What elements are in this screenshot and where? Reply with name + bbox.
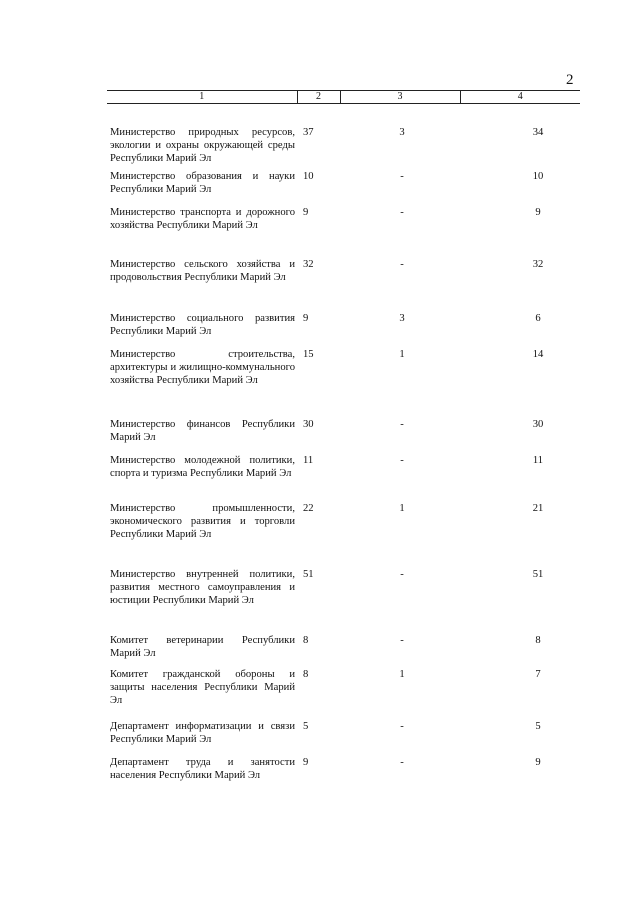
row-name-cell: Комитет ветеринарии Республики Марий Эл xyxy=(110,634,295,659)
row-col3-cell: 1 xyxy=(399,668,405,680)
row-name-cell: Министерство промышленности, экономического развития и торговли Республики Марий Эл xyxy=(110,502,295,540)
table-row xyxy=(107,634,580,668)
row-col3-cell: - xyxy=(400,756,404,768)
row-name-cell: Министерство финансов Республики Марий Эл xyxy=(110,418,295,443)
row-col4-cell: 14 xyxy=(532,348,544,360)
row-col2-cell: 8 xyxy=(303,668,309,680)
table-row xyxy=(107,756,580,796)
row-col2-cell: 10 xyxy=(303,170,314,182)
row-col4-cell: 10 xyxy=(532,170,544,182)
row-name-cell: Министерство строительства, архитектуры и жилищно-коммунального хозяйства Республики Марий Эл xyxy=(110,348,295,386)
row-col3-cell: 1 xyxy=(399,348,405,360)
row-col4-cell: 34 xyxy=(532,127,544,138)
row-col3-cell: - xyxy=(400,258,404,270)
row-col4-cell: 7 xyxy=(535,668,541,680)
table-row xyxy=(107,348,580,418)
row-col4-cell: 6 xyxy=(535,312,541,324)
row-name-cell: Министерство сельского хозяйства и продовольствия Республики Марий Эл xyxy=(110,258,295,283)
row-col2-cell: 5 xyxy=(303,720,309,732)
row-col3-cell: - xyxy=(400,206,404,218)
table-row xyxy=(107,502,580,568)
table-row xyxy=(107,258,580,312)
page-number: 2 xyxy=(566,72,574,88)
row-name-cell: Министерство природных ресурсов, экологии и охраны окружающей среды Республики Марий Эл xyxy=(110,127,295,164)
row-col2-cell: 30 xyxy=(303,418,314,430)
row-col2-cell: 51 xyxy=(303,568,314,580)
row-col3-cell: - xyxy=(400,634,404,646)
row-col2-cell: 9 xyxy=(303,312,309,324)
row-col2-cell: 9 xyxy=(303,206,309,218)
column-header-4: 4 xyxy=(460,91,580,104)
table-row xyxy=(107,206,580,258)
row-name-cell: Департамент информатизации и связи Республики Марий Эл xyxy=(110,720,295,745)
row-col4-cell: 5 xyxy=(535,720,541,732)
table-body xyxy=(107,104,580,796)
table-row xyxy=(107,312,580,348)
row-col4-cell: 32 xyxy=(532,258,544,270)
row-name-cell: Министерство социального развития Республики Марий Эл xyxy=(110,312,295,337)
row-name-cell: Департамент труда и занятости населения Республики Марий Эл xyxy=(110,756,295,781)
row-col4-cell: 51 xyxy=(532,568,544,580)
row-col3-cell: - xyxy=(400,720,404,732)
row-col3-cell: - xyxy=(400,568,404,580)
row-col2-cell: 37 xyxy=(303,127,314,138)
column-header-2: 2 xyxy=(297,91,340,104)
row-col4-cell: 11 xyxy=(532,454,544,466)
row-name-cell: Министерство образования и науки Республики Марий Эл xyxy=(110,170,295,195)
row-col3-cell: 3 xyxy=(399,312,405,324)
row-col4-cell: 30 xyxy=(532,418,544,430)
table-row xyxy=(107,720,580,756)
row-col4-cell: 8 xyxy=(535,634,541,646)
row-col3-cell: - xyxy=(400,170,404,182)
row-name-cell: Министерство транспорта и дорожного хозяйства Республики Марий Эл xyxy=(110,206,295,231)
row-col2-cell: 8 xyxy=(303,634,309,646)
row-name-cell: Министерство внутренней политики, развития местного самоуправления и юстиции Республики Марий Эл xyxy=(110,568,295,606)
row-col2-cell: 32 xyxy=(303,258,314,270)
row-col3-cell: - xyxy=(400,454,404,466)
row-col3-cell: 3 xyxy=(399,127,405,138)
row-name-cell: Министерство молодежной политики, спорта и туризма Республики Марий Эл xyxy=(110,454,295,479)
row-col4-cell: 9 xyxy=(535,756,541,768)
table-row xyxy=(107,454,580,502)
row-col4-cell: 21 xyxy=(532,502,544,514)
row-col2-cell: 9 xyxy=(303,756,309,768)
column-header-1: 1 xyxy=(107,91,297,104)
header-row xyxy=(107,91,580,104)
row-col2-cell: 15 xyxy=(303,348,314,360)
column-header-3: 3 xyxy=(340,91,460,104)
row-col2-cell: 22 xyxy=(303,502,314,514)
table-row xyxy=(107,104,580,170)
staffing-table xyxy=(107,90,580,796)
row-col2-cell: 11 xyxy=(303,454,314,466)
table-header xyxy=(107,91,580,104)
row-name-cell: Комитет гражданской обороны и защиты населения Республики Марий Эл xyxy=(110,668,295,706)
table-row xyxy=(107,418,580,454)
table-row xyxy=(107,668,580,720)
row-col3-cell: 1 xyxy=(399,502,405,514)
row-col4-cell: 9 xyxy=(535,206,541,218)
table-row xyxy=(107,170,580,206)
row-col3-cell: - xyxy=(400,418,404,430)
table-row xyxy=(107,568,580,634)
